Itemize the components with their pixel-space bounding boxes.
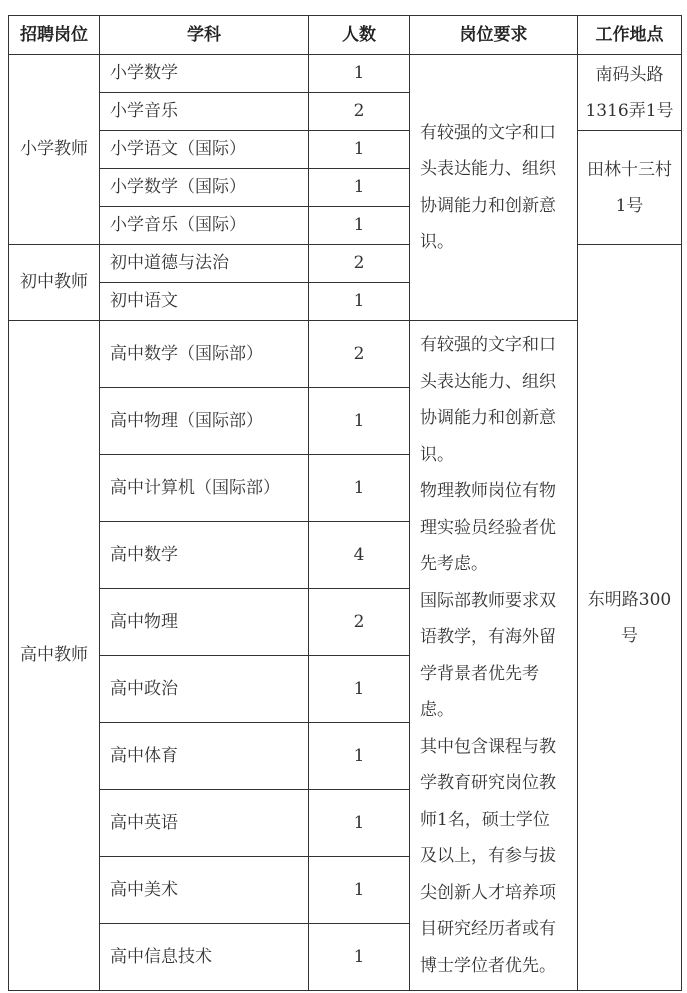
requirement-text: 物理教师岗位有物理实验员经验者优先考虑。 [420, 481, 556, 574]
header-requirements: 岗位要求 [410, 16, 578, 55]
count-cell: 1 [309, 656, 410, 723]
count-cell: 1 [309, 169, 410, 207]
count-cell: 1 [309, 388, 410, 455]
header-row [9, 16, 682, 55]
requirement-text: 有较强的文字和口头表达能力、组织协调能力和创新意识。 [420, 122, 556, 252]
header-count: 人数 [309, 16, 410, 55]
subject-cell: 高中数学（国际部） [100, 321, 309, 388]
count-cell: 2 [309, 93, 410, 131]
position-high: 高中教师 [9, 321, 100, 991]
subject-cell: 高中体育 [100, 723, 309, 790]
subject-cell: 初中语文 [100, 283, 309, 321]
requirement-text: 其中包含课程与教学教育研究岗位教师1名，硕士学位及以上，有参与拔尖创新人才培养项目研究经历者或有博士学位者优先。 [420, 736, 556, 976]
count-cell: 1 [309, 55, 410, 93]
header-location: 工作地点 [578, 16, 682, 55]
count-cell: 1 [309, 723, 410, 790]
recruitment-table [8, 15, 682, 991]
count-cell: 1 [309, 924, 410, 991]
count-cell: 2 [309, 245, 410, 283]
requirement-text: 国际部教师要求双语教学，有海外留学背景者优先考虑。 [420, 590, 556, 720]
subject-cell: 高中信息技术 [100, 924, 309, 991]
subject-cell: 高中物理（国际部） [100, 388, 309, 455]
subject-cell: 高中物理 [100, 589, 309, 656]
position-middle: 初中教师 [9, 245, 100, 321]
requirement-text: 有较强的文字和口头表达能力、组织协调能力和创新意识。 [420, 335, 556, 465]
subject-cell: 高中数学 [100, 522, 309, 589]
count-cell: 1 [309, 283, 410, 321]
subject-cell: 高中英语 [100, 790, 309, 857]
subject-cell: 小学音乐 [100, 93, 309, 131]
count-cell: 1 [309, 455, 410, 522]
location-tianlin: 田林十三村1号 [578, 131, 682, 245]
location-dongming: 东明路300号 [578, 245, 682, 991]
table-row [9, 55, 682, 93]
count-cell: 1 [309, 131, 410, 169]
subject-cell: 小学音乐（国际） [100, 207, 309, 245]
header-subject: 学科 [100, 16, 309, 55]
count-cell: 1 [309, 857, 410, 924]
location-nanmatou: 南码头路1316弄1号 [578, 55, 682, 131]
count-cell: 1 [309, 207, 410, 245]
position-primary: 小学教师 [9, 55, 100, 245]
subject-cell: 小学数学（国际） [100, 169, 309, 207]
subject-cell: 高中计算机（国际部） [100, 455, 309, 522]
count-cell: 4 [309, 522, 410, 589]
subject-cell: 初中道德与法治 [100, 245, 309, 283]
subject-cell: 小学数学 [100, 55, 309, 93]
table-row [9, 131, 682, 169]
requirements-general [410, 55, 578, 321]
header-position: 招聘岗位 [9, 16, 100, 55]
count-cell: 2 [309, 589, 410, 656]
subject-cell: 高中美术 [100, 857, 309, 924]
requirements-high-school [410, 321, 578, 991]
subject-cell: 小学语文（国际） [100, 131, 309, 169]
count-cell: 2 [309, 321, 410, 388]
table-row [9, 245, 682, 283]
subject-cell: 高中政治 [100, 656, 309, 723]
count-cell: 1 [309, 790, 410, 857]
